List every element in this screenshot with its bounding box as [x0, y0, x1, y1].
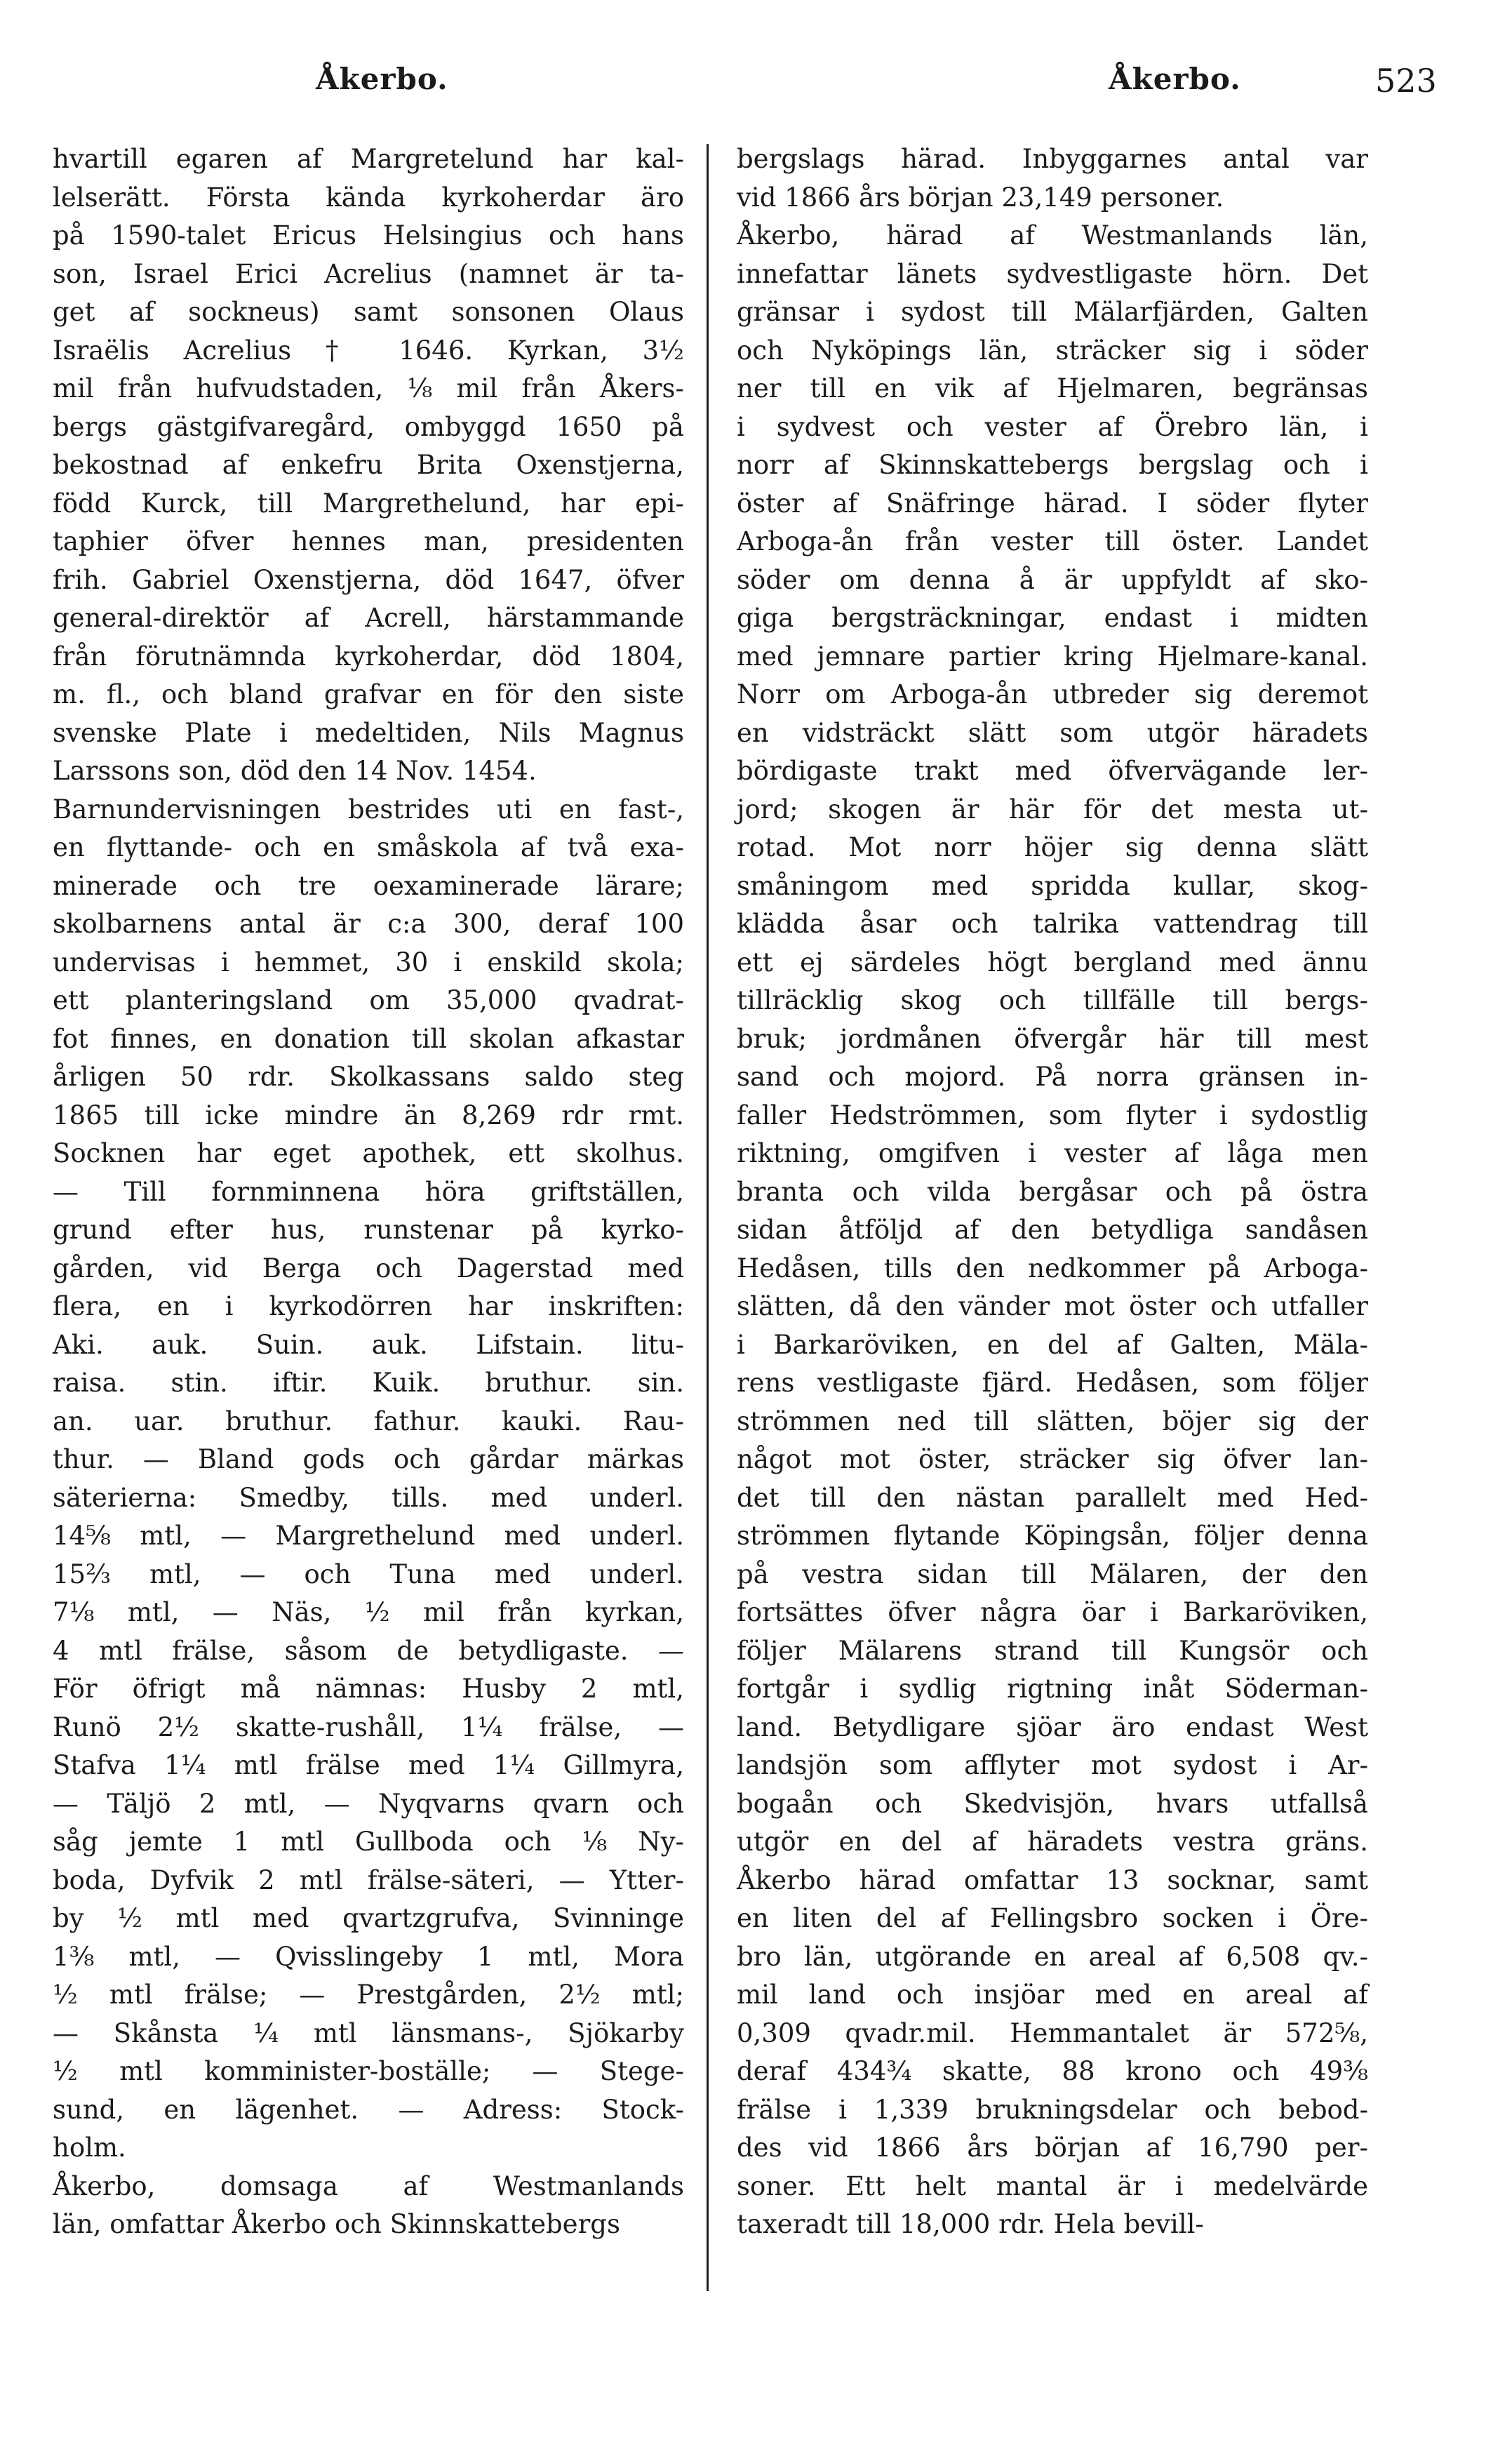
text-line: Israëlis Acrelius † 1646. Kyrkan, 3½	[53, 335, 684, 366]
text-line: bro län, utgörande en areal af 6,508 qv.-	[737, 1941, 1368, 1972]
text-line: innefattar länets sydvestligaste hörn. Det	[737, 258, 1368, 289]
text-line: hvartill egaren af Margretelund har kal-	[53, 144, 684, 174]
text-line: svenske Plate i medeltiden, Nils Magnus	[53, 717, 684, 748]
text-line: strömmen flytande Köpingsån, följer denna	[737, 1521, 1368, 1551]
text-line: Hedåsen, tills den nedkommer på Arboga-	[737, 1253, 1368, 1283]
text-line: bogaån och Skedvisjön, hvars utfallså	[737, 1788, 1368, 1819]
text-line: mil land och insjöar med en areal af	[737, 1980, 1368, 2010]
text-line: Arboga-ån från vester till öster. Landet	[737, 526, 1368, 556]
text-line: följer Mälarens strand till Kungsör och	[737, 1635, 1368, 1666]
text-line: flera, en i kyrkodörren har inskriften:	[53, 1291, 684, 1321]
text-line: säterierna: Smedby, tills. med underl.	[53, 1482, 684, 1513]
text-line: För öfrigt må nämnas: Husby 2 mtl,	[53, 1674, 684, 1704]
text-line: 4 mtl frälse, såsom de betydligaste. —	[53, 1635, 684, 1666]
text-line: bekostnad af enkefru Brita Oxenstjerna,	[53, 450, 684, 480]
text-line: Åkerbo härad omfattar 13 socknar, samt	[737, 1864, 1368, 1895]
text-line: Larssons son, död den 14 Nov. 1454.	[53, 756, 537, 786]
text-line: och Nyköpings län, sträcker sig i söder	[737, 335, 1368, 366]
text-line: med jemnare partier kring Hjelmare-kanal.	[737, 641, 1368, 672]
text-line: en liten del af Fellingsbro socken i Öre-	[737, 1903, 1368, 1933]
text-line: rens vestligaste fjärd. Hedåsen, som följer	[737, 1368, 1368, 1398]
text-line: jord; skogen är här för det mesta ut-	[737, 794, 1368, 825]
text-line: m. fl., och bland grafvar en för den siste	[53, 679, 684, 709]
text-line: Aki. auk. Suin. auk. Lifstain. litu-	[53, 1329, 684, 1360]
text-line: lelserätt. Första kända kyrkoherdar äro	[53, 182, 684, 213]
text-line: 14⅝ mtl, — Margrethelund med underl.	[53, 1521, 684, 1551]
text-line: klädda åsar och talrika vattendrag till	[737, 909, 1368, 939]
text-line: 0,309 qvadr.mil. Hemmantalet är 572⅝,	[737, 2017, 1368, 2048]
text-line: minerade och tre oexaminerade lärare;	[53, 870, 684, 901]
text-line: soner. Ett helt mantal är i medelvärde	[737, 2170, 1368, 2201]
text-line: 1⅜ mtl, — Qvisslingeby 1 mtl, Mora	[53, 1941, 684, 1972]
text-line: holm.	[53, 2133, 126, 2163]
column-divider	[707, 144, 709, 2291]
text-line: från förutnämnda kyrkoherdar, död 1804,	[53, 641, 684, 672]
text-line: fortsättes öfver några öar i Barkaröviken,	[737, 1597, 1368, 1627]
text-line: utgör en del af häradets vestra gräns.	[737, 1827, 1368, 1857]
text-line: sund, en lägenhet. — Adress: Stock-	[53, 2094, 684, 2125]
text-line: Socknen har eget apothek, ett skolhus.	[53, 1138, 684, 1168]
text-line: på vestra sidan till Mälaren, der den	[737, 1559, 1368, 1589]
text-line: 7⅛ mtl, — Näs, ½ mil från kyrkan,	[53, 1597, 684, 1627]
text-line: fot finnes, en donation till skolan afkastar	[53, 1023, 684, 1054]
text-line: Stafva 1¼ mtl frälse med 1¼ Gillmyra,	[53, 1750, 684, 1780]
text-line: en vidsträckt slätt som utgör häradets	[737, 717, 1368, 748]
text-line: ett ej särdeles högt bergland med ännu	[737, 947, 1368, 978]
text-line: ½ mtl frälse; — Prestgården, 2½ mtl;	[53, 1980, 684, 2010]
text-line: thur. — Bland gods och gårdar märkas	[53, 1444, 684, 1474]
text-line: något mot öster, sträcker sig öfver lan-	[737, 1444, 1368, 1474]
text-line: bergslags härad. Inbyggarnes antal var	[737, 144, 1368, 174]
text-line: årligen 50 rdr. Skolkassans saldo steg	[53, 1062, 684, 1092]
text-line: norr af Skinnskattebergs bergslag och i	[737, 450, 1368, 480]
text-line: rotad. Mot norr höjer sig denna slätt	[737, 832, 1368, 862]
text-line: undervisas i hemmet, 30 i enskild skola;	[53, 947, 684, 978]
text-line: bördigaste trakt med öfvervägande ler-	[737, 756, 1368, 786]
text-line: an. uar. bruthur. fathur. kauki. Rau-	[53, 1406, 684, 1436]
text-line: på 1590-talet Ericus Helsingius och hans	[53, 220, 684, 251]
right-column	[737, 140, 1368, 2244]
text-line: Runö 2½ skatte-rushåll, 1¼ frälse, —	[53, 1712, 684, 1742]
text-line: des vid 1866 års början af 16,790 per-	[737, 2133, 1368, 2163]
text-line: general-direktör af Acrell, härstammande	[53, 603, 684, 633]
page-number: 523	[1375, 62, 1437, 100]
text-line: ner till en vik af Hjelmaren, begränsas	[737, 373, 1368, 403]
text-line: slätten, då den vänder mot öster och utfaller	[737, 1291, 1368, 1321]
text-line: såg jemte 1 mtl Gullboda och ⅛ Ny-	[53, 1827, 684, 1857]
text-line: branta och vilda bergåsar och på östra	[737, 1176, 1368, 1207]
text-line: grund efter hus, runstenar på kyrko-	[53, 1215, 684, 1245]
text-line: gränsar i sydost till Mälarfjärden, Galten	[737, 297, 1368, 327]
text-line: — Täljö 2 mtl, — Nyqvarns qvarn och	[53, 1788, 684, 1819]
text-line: en flyttande- och en småskola af två exa-	[53, 832, 684, 862]
text-line: gården, vid Berga och Dagerstad med	[53, 1253, 684, 1283]
text-line: vid 1866 års början 23,149 personer.	[737, 182, 1224, 213]
text-line: sand och mojord. På norra gränsen in-	[737, 1062, 1368, 1092]
text-line: — Till fornminnena höra griftställen,	[53, 1176, 684, 1207]
text-line: frih. Gabriel Oxenstjerna, död 1647, öfver	[53, 564, 684, 595]
text-line: småningom med spridda kullar, skog-	[737, 870, 1368, 901]
text-line: by ½ mtl med qvartzgrufva, Svinninge	[53, 1903, 684, 1933]
text-line: i sydvest och vester af Örebro län, i	[737, 411, 1368, 442]
text-line: Åkerbo, domsaga af Westmanlands	[53, 2170, 684, 2201]
text-line: tillräcklig skog och tillfälle till bergs-	[737, 985, 1368, 1015]
text-line: get af sockneus) samt sonsonen Olaus	[53, 297, 684, 327]
text-line: landsjön som afflyter mot sydost i Ar-	[737, 1750, 1368, 1780]
text-line: frälse i 1,339 brukningsdelar och bebod-	[737, 2094, 1368, 2125]
text-line: född Kurck, till Margrethelund, har epi-	[53, 488, 684, 519]
text-line: boda, Dyfvik 2 mtl frälse-säteri, — Ytter-	[53, 1864, 684, 1895]
text-line: 15⅔ mtl, — och Tuna med underl.	[53, 1559, 684, 1589]
text-line: riktning, omgifven i vester af låga men	[737, 1138, 1368, 1168]
text-line: i Barkaröviken, en del af Galten, Mäla-	[737, 1329, 1368, 1360]
text-line: faller Hedströmmen, som flyter i sydostlig	[737, 1100, 1368, 1130]
text-line: son, Israel Erici Acrelius (namnet är ta-	[53, 258, 684, 289]
text-line: bergs gästgifvaregård, ombyggd 1650 på	[53, 411, 684, 442]
text-line: land. Betydligare sjöar äro endast West	[737, 1712, 1368, 1742]
text-line: det till den nästan parallelt med Hed-	[737, 1482, 1368, 1513]
text-line: taphier öfver hennes man, presidenten	[53, 526, 684, 556]
text-line: ett planteringsland om 35,000 qvadrat-	[53, 985, 684, 1015]
page-header-right: Åkerbo.	[1109, 62, 1241, 96]
text-line: taxeradt till 18,000 rdr. Hela bevill-	[737, 2209, 1204, 2239]
text-line: mil från hufvudstaden, ⅛ mil från Åkers-	[53, 373, 684, 403]
text-line: — Skånsta ¼ mtl länsmans-, Sjökarby	[53, 2017, 684, 2048]
text-line: sidan åtföljd af den betydliga sandåsen	[737, 1215, 1368, 1245]
text-line: ½ mtl komminister-boställe; — Stege-	[53, 2056, 684, 2086]
text-line: län, omfattar Åkerbo och Skinnskattebergs	[53, 2209, 620, 2239]
page-header-left: Åkerbo.	[316, 62, 448, 96]
text-line: 1865 till icke mindre än 8,269 rdr rmt.	[53, 1100, 684, 1130]
text-line: Norr om Arboga-ån utbreder sig deremot	[737, 679, 1368, 709]
text-line: raisa. stin. iftir. Kuik. bruthur. sin.	[53, 1368, 684, 1398]
text-line: söder om denna å är uppfyldt af sko-	[737, 564, 1368, 595]
text-line: strömmen ned till slätten, böjer sig der	[737, 1406, 1368, 1436]
text-line: öster af Snäfringe härad. I söder flyter	[737, 488, 1368, 519]
text-line: deraf 434¾ skatte, 88 krono och 49⅜	[737, 2056, 1368, 2086]
text-line: Åkerbo, härad af Westmanlands län,	[737, 220, 1368, 251]
text-line: giga bergsträckningar, endast i midten	[737, 603, 1368, 633]
text-line: skolbarnens antal är c:a 300, deraf 100	[53, 909, 684, 939]
text-line: fortgår i sydlig rigtning inåt Söderman-	[737, 1674, 1368, 1704]
left-column	[53, 140, 684, 2244]
text-line: Barnundervisningen bestrides uti en fast-,	[53, 794, 684, 825]
text-line: bruk; jordmånen öfvergår här till mest	[737, 1023, 1368, 1054]
